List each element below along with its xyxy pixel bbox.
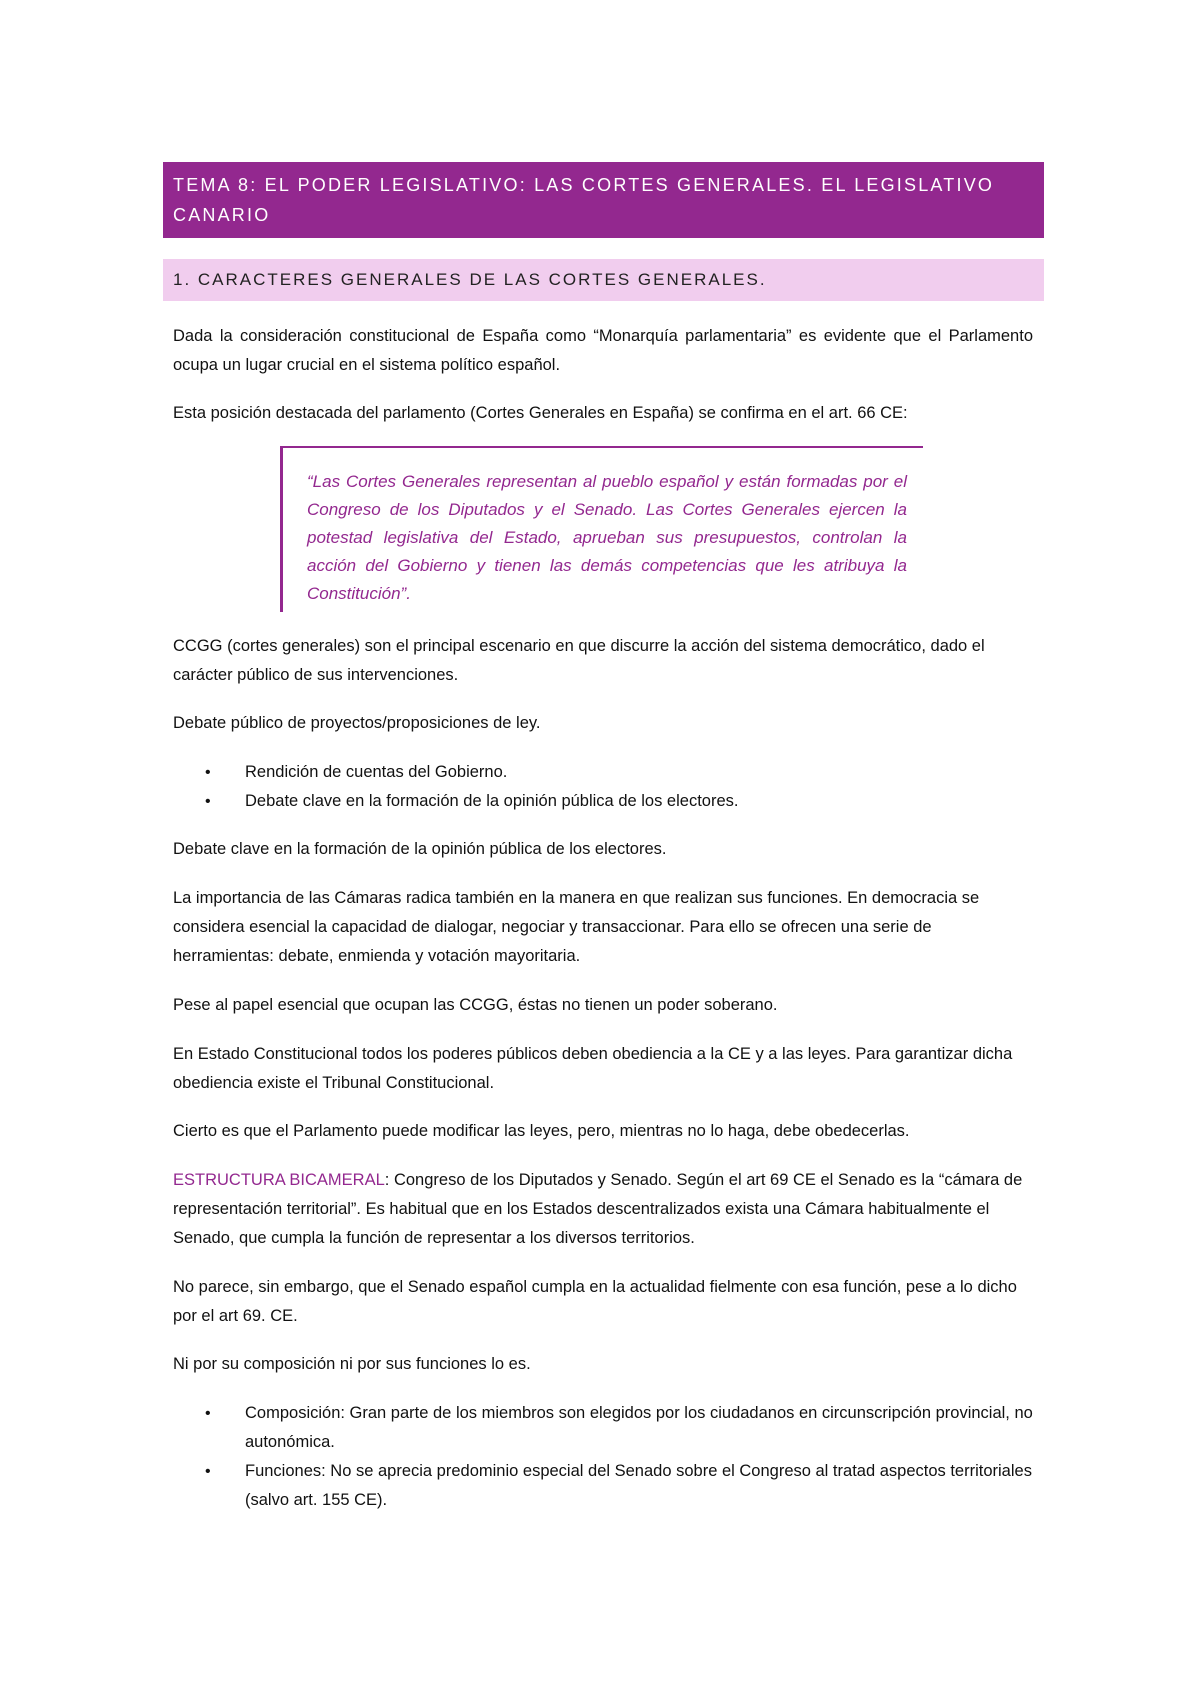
- bullet-icon: •: [205, 1405, 211, 1422]
- quote-block: [280, 446, 923, 612]
- section-heading: 1. CARACTERES GENERALES DE LAS CORTES GENERALES.: [163, 259, 1044, 301]
- list-item-text: Rendición de cuentas del Gobierno.: [245, 763, 508, 781]
- paragraph-debate: Debate público de proyectos/proposiciones de ley.: [173, 714, 541, 732]
- list-item-text: Funciones: No se aprecia predominio especial del Senado sobre el Congreso al tratad aspectos territoriales (salvo art. 155 CE).: [245, 1462, 1032, 1509]
- paragraph-poder-soberano: Pese al papel esencial que ocupan las CCGG, éstas no tienen un poder soberano.: [173, 996, 778, 1014]
- paragraph-composicion: Ni por su composición ni por sus funciones lo es.: [173, 1355, 531, 1373]
- estructura-bicameral-label: ESTRUCTURA BICAMERAL: [173, 1171, 385, 1189]
- bullet-list-senado: [173, 1399, 1033, 1515]
- paragraph-ccgg: CCGG (cortes generales) son el principal escenario en que discurre la acción del sistema democrático, dado el carácter público de sus intervenciones.: [173, 637, 985, 684]
- paragraph-parlamento: Cierto es que el Parlamento puede modificar las leyes, pero, mientras no lo haga, debe obedecerlas.: [173, 1122, 910, 1140]
- estructura-bicameral-text: : Congreso de los Diputados y Senado. Según el art 69 CE el Senado es la “cámara de representación territorial”. Es habitual que en los Estados descentralizados exista una Cámara habitualmente el Senado, que cumpla la función de representar a los diversos territorios.: [173, 1171, 1023, 1247]
- quote-text: “Las Cortes Generales representan al pueblo español y están formadas por el Congreso de los Diputados y el Senado. Las Cortes Generales ejercen la potestad legislativa del Estado, aprueban sus presupuestos, controlan la acción del Gobierno y tienen las demás competencias que les atribuya la Constitución”.: [307, 472, 907, 603]
- paragraph-intro: Dada la consideración constitucional de España como “Monarquía parlamentaria” es evidente que el Parlamento ocupa un lugar crucial en el sistema político español.: [173, 327, 1033, 374]
- bullet-icon: •: [205, 793, 211, 810]
- paragraph-importancia: La importancia de las Cámaras radica también en la manera en que realizan sus funciones. En democracia se considera esencial la capacidad de dialogar, negociar y transaccionar. Para ello se ofrecen una serie de herramientas: debate, enmienda y votación mayoritaria.: [173, 889, 980, 965]
- bullet-icon: •: [205, 764, 211, 781]
- bullet-list-functions: [173, 758, 1033, 816]
- list-item: [173, 1399, 1033, 1457]
- list-item: [173, 787, 1033, 816]
- paragraph-art66: Esta posición destacada del parlamento (Cortes Generales en España) se confirma en el art. 66 CE:: [173, 404, 908, 422]
- paragraph-estado-constitucional: En Estado Constitucional todos los poderes públicos deben obediencia a la CE y a las leyes. Para garantizar dicha obediencia existe el Tribunal Constitucional.: [173, 1045, 1013, 1092]
- list-item: [173, 758, 1033, 787]
- quote-top-rule: [283, 446, 923, 448]
- list-item: [173, 1457, 1033, 1515]
- paragraph-debate-clave: Debate clave en la formación de la opinión pública de los electores.: [173, 840, 667, 858]
- bullet-icon: •: [205, 1463, 211, 1480]
- paragraph-senado: No parece, sin embargo, que el Senado español cumpla en la actualidad fielmente con esa función, pese a lo dicho por el art 69. CE.: [173, 1278, 1017, 1325]
- page-title: TEMA 8: EL PODER LEGISLATIVO: LAS CORTES GENERALES. EL LEGISLATIVO CANARIO: [163, 162, 1044, 238]
- list-item-text: Composición: Gran parte de los miembros son elegidos por los ciudadanos en circunscripción provincial, no autonómica.: [245, 1404, 1033, 1451]
- list-item-text: Debate clave en la formación de la opinión pública de los electores.: [245, 792, 739, 810]
- paragraph-estructura-bicameral: [173, 1166, 1033, 1253]
